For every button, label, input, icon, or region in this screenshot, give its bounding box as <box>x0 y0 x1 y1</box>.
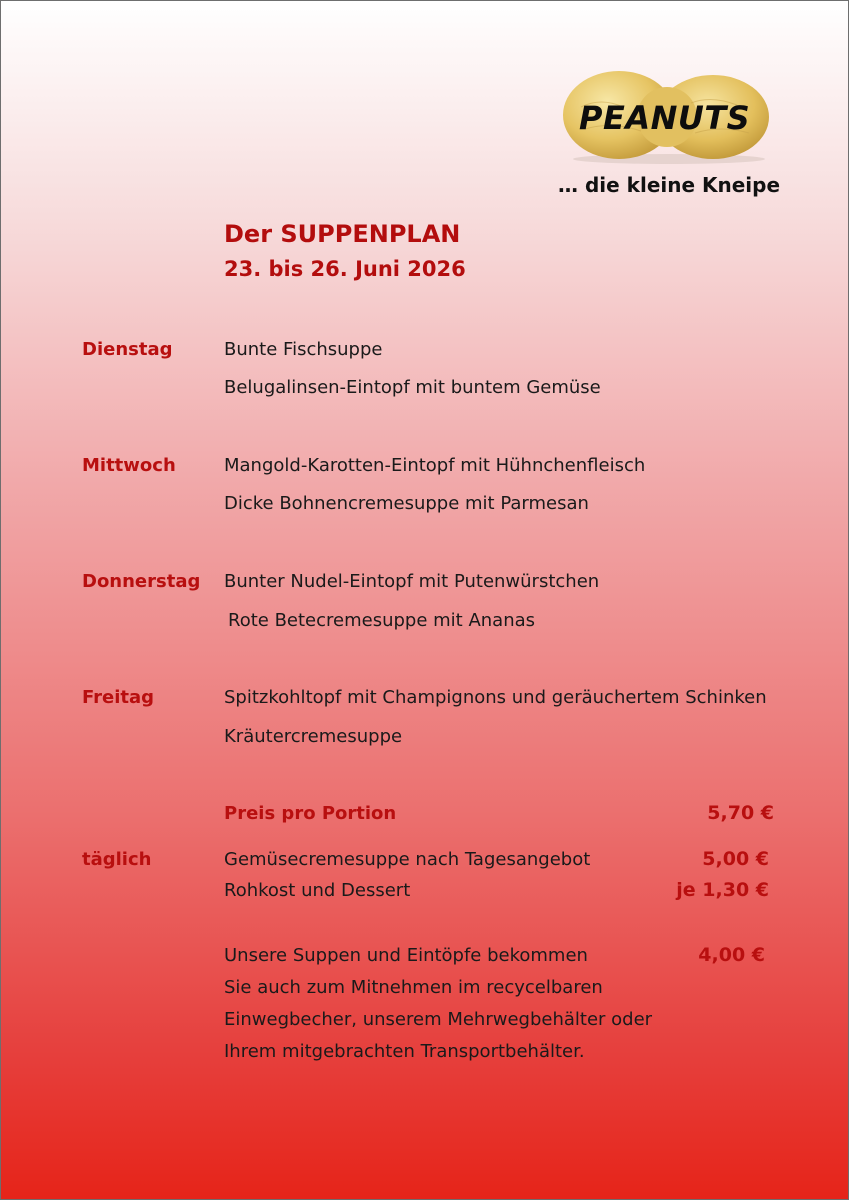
takeaway-price: 4,00 € <box>698 944 765 966</box>
day-label-dienstag: Dienstag <box>82 339 173 360</box>
takeaway-note-line: Ihrem mitgebrachten Transportbehälter. <box>224 1041 585 1062</box>
takeaway-note-line: Einwegbecher, unserem Mehrwegbehälter oder <box>224 1009 653 1030</box>
day-label-donnerstag: Donnerstag <box>82 571 201 592</box>
takeaway-note-line: Unsere Suppen und Eintöpfe bekommen <box>224 945 588 966</box>
page-title: Der SUPPENPLAN <box>224 220 461 248</box>
date-range: 23. bis 26. Juni 2026 <box>224 257 466 281</box>
dish-item: Rote Betecremesuppe mit Ananas <box>228 610 536 631</box>
dish-item: Belugalinsen-Eintopf mit buntem Gemüse <box>224 377 601 398</box>
daily-item: Rohkost und Dessert <box>224 880 411 901</box>
peanuts-logo <box>561 67 773 165</box>
dish-item: Bunte Fischsuppe <box>224 339 383 360</box>
logo-text: PEANUTS <box>579 99 751 137</box>
price-per-portion-value: 5,70 € <box>707 802 774 824</box>
tagline: … die kleine Kneipe <box>558 173 781 197</box>
dish-item: Dicke Bohnencremesuppe mit Parmesan <box>224 493 589 514</box>
dish-item: Kräutercremesuppe <box>224 726 403 747</box>
dish-item: Bunter Nudel-Eintopf mit Putenwürstchen <box>224 571 600 592</box>
dish-item: Mangold-Karotten-Eintopf mit Hühnchenfleisch <box>224 455 646 476</box>
daily-label: täglich <box>82 849 152 870</box>
takeaway-note-line: Sie auch zum Mitnehmen im recycelbaren <box>224 977 603 998</box>
day-label-mittwoch: Mittwoch <box>82 455 176 476</box>
day-label-freitag: Freitag <box>82 687 155 708</box>
price-per-portion-label: Preis pro Portion <box>224 803 397 824</box>
daily-item-price: 5,00 € <box>702 848 769 870</box>
dish-item: Spitzkohltopf mit Champignons und geräuchertem Schinken <box>224 687 767 708</box>
daily-item: Gemüsecremesuppe nach Tagesangebot <box>224 849 591 870</box>
daily-item-price: je 1,30 € <box>676 879 769 901</box>
